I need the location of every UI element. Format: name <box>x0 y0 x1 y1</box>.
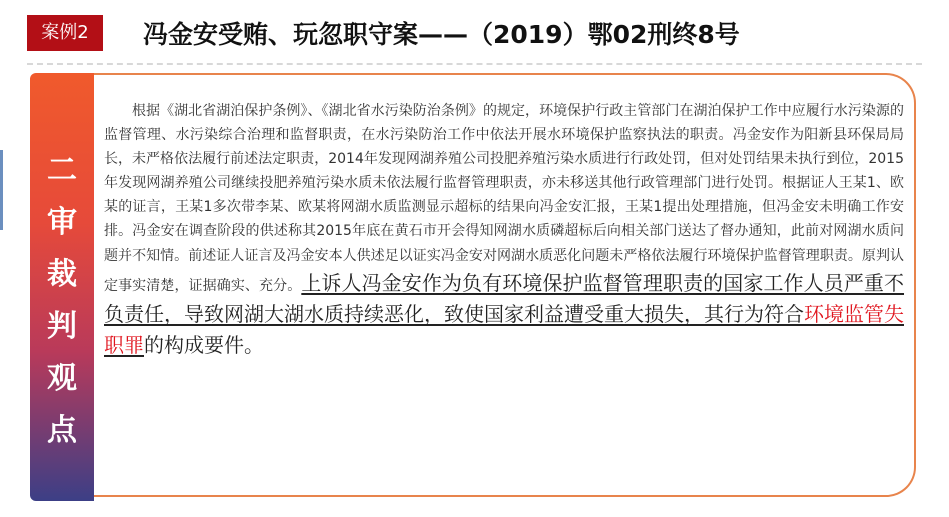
conclusion-text: 上诉人冯金安作为负有环境保护监督管理职责的国家工作人员严重不负责任，导致网湖大湖水质持续恶化，致使国家利益遭受重大损失，其行为符合 <box>104 270 905 326</box>
judgment-paragraph: 根据《湖北省湖泊保护条例》、《湖北省水污染防治条例》的规定，环境保护行政主管部门在湖泊保护工作中应履行水污染源的监督管理、水污染综合治理和监督职责，在水污染防治工作中依法开展水环境保护监察执法的职责。冯金安作为阳新县环保局局长，未严格依法履行前述法定职责，2014年发现网湖养殖公司投肥养殖污染水质进行行政处罚，但对处罚结果未执行到位，2015年发现网湖养殖公司继续投肥养殖污染水质未依法履行监督管理职责，亦未移送其他行政管理部门进行处罚。根据证人王某1、欧某的证言，王某1多次带李某、欧某将网湖水质监测显示超标的结果向冯金安汇报，王某1提出处理措施，但冯金安未明确工作安排。冯金安在调查阶段的供述称其2015年底在黄石市开会得知网湖水质磷超标后向相关部门送达了督办通知，此前对网湖水质问题并不知情。前述证人证言及冯金安本人供述足以证实冯金安对网湖水质恶化问题未严格依法履行环境保护监督管理职责。原判认定事实清楚，证据确实、充分。 <box>104 103 904 294</box>
left-edge-bar <box>0 150 3 230</box>
side-char: 观 <box>47 361 77 396</box>
crime-name: 环境监管失职罪 <box>104 301 904 357</box>
title-divider <box>27 63 922 65</box>
side-char: 点 <box>47 413 77 448</box>
side-char: 二 <box>47 153 77 188</box>
side-char: 审 <box>47 205 77 240</box>
side-char: 裁 <box>47 257 77 292</box>
case-badge: 案例2 <box>27 15 103 51</box>
side-panel <box>30 73 94 501</box>
judgment-text <box>104 99 904 361</box>
conclusion-end: 的构成要件。 <box>144 332 264 357</box>
side-char: 判 <box>47 309 77 344</box>
side-panel-title <box>30 145 94 457</box>
page-title: 冯金安受贿、玩忽职守案——（2019）鄂02刑终8号 <box>143 20 740 49</box>
